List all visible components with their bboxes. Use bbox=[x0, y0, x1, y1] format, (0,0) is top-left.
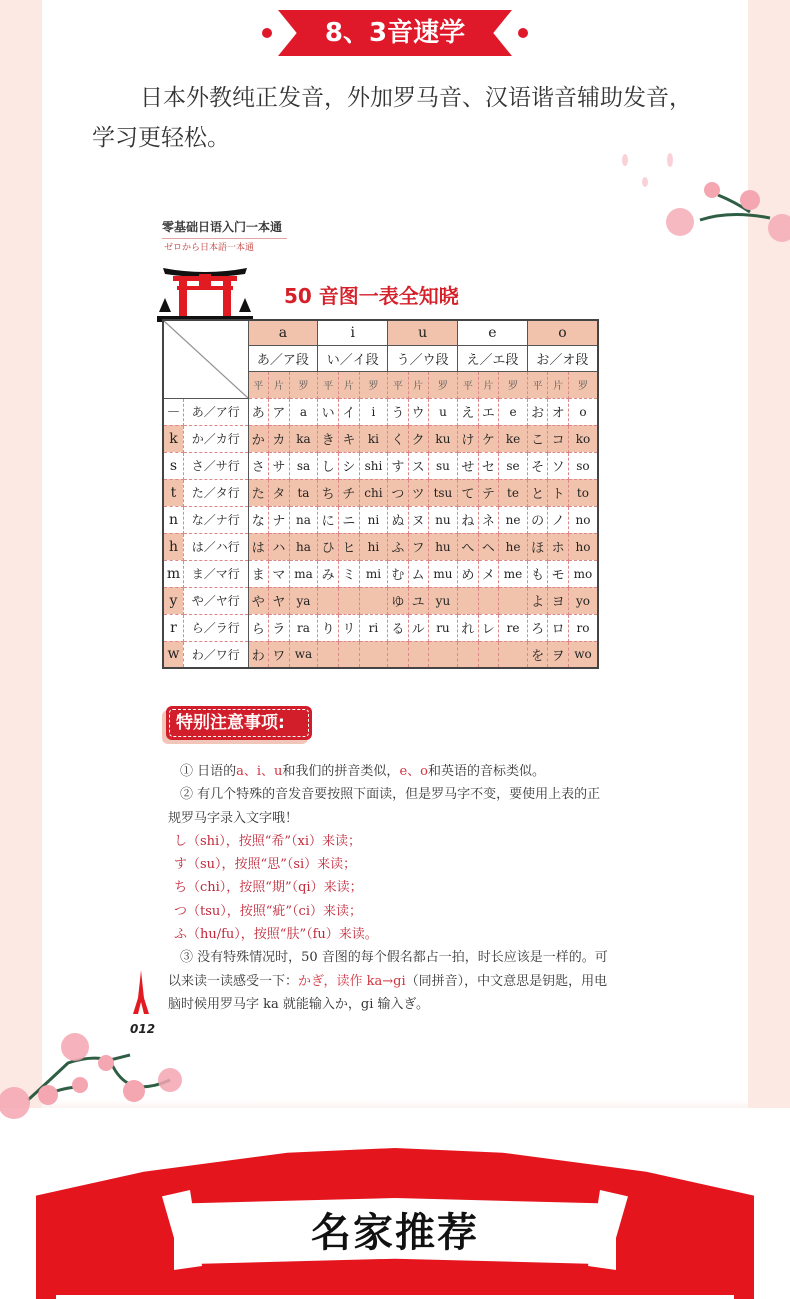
katakana-cell: ケ bbox=[478, 425, 499, 452]
hiragana-cell bbox=[388, 641, 408, 668]
vowel-a: a bbox=[248, 320, 318, 345]
katakana-cell: ヌ bbox=[408, 506, 428, 533]
consonant-label: h bbox=[163, 533, 183, 560]
romaji-cell: so bbox=[568, 452, 598, 479]
romaji-cell: re bbox=[499, 614, 528, 641]
row-name: は／ハ行 bbox=[183, 533, 248, 560]
romaji-cell: ku bbox=[428, 425, 457, 452]
kana-row bbox=[163, 506, 598, 533]
kana-row bbox=[163, 452, 598, 479]
romaji-cell bbox=[428, 641, 457, 668]
note-1-highlight-2: e、o bbox=[399, 764, 428, 779]
romaji-cell: sa bbox=[289, 452, 318, 479]
katakana-cell: ヘ bbox=[478, 533, 499, 560]
romaji-cell: hu bbox=[428, 533, 457, 560]
romaji-cell bbox=[359, 641, 388, 668]
sub-katakana: 片 bbox=[478, 371, 499, 398]
romaji-cell: no bbox=[568, 506, 598, 533]
romaji-cell: e bbox=[499, 398, 528, 425]
row-name: ら／ラ行 bbox=[183, 614, 248, 641]
consonant-label: n bbox=[163, 506, 183, 533]
romaji-cell: me bbox=[499, 560, 528, 587]
hiragana-cell bbox=[458, 641, 479, 668]
vowel-i: i bbox=[318, 320, 388, 345]
consonant-label: s bbox=[163, 452, 183, 479]
romaji-cell: yu bbox=[428, 587, 457, 614]
katakana-cell: エ bbox=[478, 398, 499, 425]
note-1 bbox=[168, 760, 608, 783]
vowel-o: o bbox=[527, 320, 598, 345]
kana-row bbox=[163, 641, 598, 668]
romaji-cell: wo bbox=[568, 641, 598, 668]
katakana-cell: ソ bbox=[548, 452, 569, 479]
hiragana-cell: せ bbox=[458, 452, 479, 479]
romaji-cell: se bbox=[499, 452, 528, 479]
consonant-label: k bbox=[163, 425, 183, 452]
romaji-cell: ni bbox=[359, 506, 388, 533]
romaji-cell: ri bbox=[359, 614, 388, 641]
note-3-highlight: かぎ，读作 ka→gi bbox=[298, 973, 406, 989]
kana-row bbox=[163, 479, 598, 506]
hiragana-cell: し bbox=[318, 452, 339, 479]
dan-i: い／イ段 bbox=[318, 345, 388, 371]
sub-hiragana: 平 bbox=[248, 371, 269, 398]
hiragana-cell: も bbox=[527, 560, 548, 587]
sub-katakana: 片 bbox=[548, 371, 569, 398]
katakana-cell: コ bbox=[548, 425, 569, 452]
consonant-label: m bbox=[163, 560, 183, 587]
romaji-cell bbox=[499, 641, 528, 668]
romaji-cell: ka bbox=[289, 425, 318, 452]
hiragana-cell: よ bbox=[527, 587, 548, 614]
hiragana-cell: あ bbox=[248, 398, 269, 425]
special-1: し（shi），按照“希”（xi）来读； bbox=[174, 833, 361, 849]
consonant-label: w bbox=[163, 641, 183, 668]
note-1-text-2: 和我们的拼音类似， bbox=[282, 764, 400, 779]
katakana-cell bbox=[478, 587, 499, 614]
katakana-cell: ム bbox=[408, 560, 428, 587]
kana-row bbox=[163, 533, 598, 560]
cherry-blossom-top-right-icon bbox=[600, 140, 790, 250]
vowel-e: e bbox=[458, 320, 528, 345]
romaji-cell: na bbox=[289, 506, 318, 533]
sub-hiragana: 平 bbox=[388, 371, 408, 398]
romaji-cell: tsu bbox=[428, 479, 457, 506]
book-title: 零基础日语入门一本通 bbox=[162, 218, 287, 239]
consonant-label: r bbox=[163, 614, 183, 641]
hiragana-cell: ち bbox=[318, 479, 339, 506]
note-3-text-2: （同拼音），中文意思是钥匙，用电脑时候用罗马字 ka 就能输入か，gi 输入ぎ。 bbox=[168, 973, 608, 1012]
note-3-text: ③ 没有特殊情况时，50 音图的每个假名都占一拍，时长应该是一样的。可以来读一读感受一下： bbox=[168, 950, 608, 989]
katakana-cell: マ bbox=[269, 560, 290, 587]
katakana-cell bbox=[408, 641, 428, 668]
sub-katakana: 片 bbox=[339, 371, 360, 398]
hiragana-cell: め bbox=[458, 560, 479, 587]
banner-dot-left bbox=[262, 28, 272, 38]
sub-hiragana: 平 bbox=[458, 371, 479, 398]
katakana-cell: ア bbox=[269, 398, 290, 425]
special-3: ち（chi），按照“期”（qi）来读； bbox=[174, 880, 363, 896]
romaji-cell: ha bbox=[289, 533, 318, 560]
katakana-cell: ヒ bbox=[339, 533, 360, 560]
katakana-cell: ロ bbox=[548, 614, 569, 641]
special-2: す（su），按照“思”（si）来读； bbox=[174, 857, 357, 873]
hiragana-cell: な bbox=[248, 506, 269, 533]
consonant-label: y bbox=[163, 587, 183, 614]
romaji-cell: ko bbox=[568, 425, 598, 452]
katakana-cell: シ bbox=[339, 452, 360, 479]
tokyo-tower-icon bbox=[133, 970, 149, 1014]
hiragana-cell: さ bbox=[248, 452, 269, 479]
row-name: あ／ア行 bbox=[183, 398, 248, 425]
vowel-header-row bbox=[163, 320, 598, 345]
katakana-cell: サ bbox=[269, 452, 290, 479]
katakana-cell: オ bbox=[548, 398, 569, 425]
hiragana-cell: お bbox=[527, 398, 548, 425]
hiragana-cell bbox=[318, 587, 339, 614]
hiragana-cell: ま bbox=[248, 560, 269, 587]
romaji-cell: ki bbox=[359, 425, 388, 452]
sub-romaji: 罗 bbox=[359, 371, 388, 398]
romaji-cell: yo bbox=[568, 587, 598, 614]
katakana-cell: ヨ bbox=[548, 587, 569, 614]
romaji-cell: a bbox=[289, 398, 318, 425]
hiragana-cell: に bbox=[318, 506, 339, 533]
hiragana-cell: て bbox=[458, 479, 479, 506]
hiragana-cell: を bbox=[527, 641, 548, 668]
sub-hiragana: 平 bbox=[527, 371, 548, 398]
katakana-cell: カ bbox=[269, 425, 290, 452]
note-1-text: ① 日语的 bbox=[180, 764, 237, 779]
romaji-cell bbox=[499, 587, 528, 614]
katakana-cell: フ bbox=[408, 533, 428, 560]
notes-badge-label: 特别注意事项: bbox=[169, 709, 309, 737]
hiragana-cell: ね bbox=[458, 506, 479, 533]
hiragana-cell: た bbox=[248, 479, 269, 506]
katakana-cell: ナ bbox=[269, 506, 290, 533]
section-banner bbox=[260, 10, 530, 56]
dan-e: え／エ段 bbox=[458, 345, 528, 371]
katakana-cell: ミ bbox=[339, 560, 360, 587]
hiragana-cell: え bbox=[458, 398, 479, 425]
hiragana-cell: へ bbox=[458, 533, 479, 560]
dan-u: う／ウ段 bbox=[388, 345, 458, 371]
hiragana-cell: の bbox=[527, 506, 548, 533]
special-4: つ（tsu），按照“疵”（ci）来读； bbox=[174, 903, 362, 919]
katakana-cell: セ bbox=[478, 452, 499, 479]
katakana-cell: ラ bbox=[269, 614, 290, 641]
katakana-cell: タ bbox=[269, 479, 290, 506]
romaji-cell: ro bbox=[568, 614, 598, 641]
row-name: ま／マ行 bbox=[183, 560, 248, 587]
hiragana-cell: ぬ bbox=[388, 506, 408, 533]
sub-romaji: 罗 bbox=[428, 371, 457, 398]
book-subtitle: ゼロから日本語一本通 bbox=[164, 243, 255, 253]
hiragana-cell: こ bbox=[527, 425, 548, 452]
romaji-cell: hi bbox=[359, 533, 388, 560]
kana-row bbox=[163, 614, 598, 641]
katakana-cell: キ bbox=[339, 425, 360, 452]
romaji-cell: ke bbox=[499, 425, 528, 452]
katakana-cell: ノ bbox=[548, 506, 569, 533]
katakana-cell: ハ bbox=[269, 533, 290, 560]
katakana-cell: ツ bbox=[408, 479, 428, 506]
romaji-cell: mo bbox=[568, 560, 598, 587]
sub-katakana: 片 bbox=[269, 371, 290, 398]
romaji-cell: mu bbox=[428, 560, 457, 587]
row-name: や／ヤ行 bbox=[183, 587, 248, 614]
hiragana-cell: か bbox=[248, 425, 269, 452]
row-name: た／タ行 bbox=[183, 479, 248, 506]
katakana-cell bbox=[478, 641, 499, 668]
romaji-cell: to bbox=[568, 479, 598, 506]
vowel-u: u bbox=[388, 320, 458, 345]
hiragana-cell: ゆ bbox=[388, 587, 408, 614]
katakana-cell: ヲ bbox=[548, 641, 569, 668]
note-3 bbox=[168, 946, 608, 1016]
katakana-cell: リ bbox=[339, 614, 360, 641]
intro-paragraph: 日本外教纯正发音，外加罗马音、汉语谐音辅助发音，学习更轻松。 bbox=[92, 85, 692, 151]
katakana-cell: テ bbox=[478, 479, 499, 506]
katakana-cell: ル bbox=[408, 614, 428, 641]
sub-romaji: 罗 bbox=[568, 371, 598, 398]
romaji-cell: ho bbox=[568, 533, 598, 560]
hiragana-cell: れ bbox=[458, 614, 479, 641]
katakana-cell: レ bbox=[478, 614, 499, 641]
hiragana-cell: み bbox=[318, 560, 339, 587]
section-title: 名家推荐 bbox=[311, 1210, 479, 1256]
romaji-cell: o bbox=[568, 398, 598, 425]
special-5: ふ（hu/fu），按照“肤”（fu）来读。 bbox=[174, 927, 378, 943]
hiragana-cell: と bbox=[527, 479, 548, 506]
note-1-text-3: 和英语的音标类似。 bbox=[427, 764, 545, 779]
chart-title: 50 音图一表全知晓 bbox=[284, 284, 459, 308]
hiragana-cell: す bbox=[388, 452, 408, 479]
romaji-cell: nu bbox=[428, 506, 457, 533]
torii-gate-icon bbox=[155, 262, 255, 322]
hiragana-cell: ふ bbox=[388, 533, 408, 560]
romaji-cell: ra bbox=[289, 614, 318, 641]
kana-row bbox=[163, 587, 598, 614]
katakana-cell bbox=[339, 641, 360, 668]
hiragana-cell: く bbox=[388, 425, 408, 452]
katakana-cell: ヤ bbox=[269, 587, 290, 614]
hiragana-cell: り bbox=[318, 614, 339, 641]
hiragana-cell: む bbox=[388, 560, 408, 587]
romaji-cell: mi bbox=[359, 560, 388, 587]
sub-romaji: 罗 bbox=[289, 371, 318, 398]
katakana-cell: ネ bbox=[478, 506, 499, 533]
romaji-cell: i bbox=[359, 398, 388, 425]
romaji-cell: te bbox=[499, 479, 528, 506]
katakana-cell: ト bbox=[548, 479, 569, 506]
katakana-cell: ニ bbox=[339, 506, 360, 533]
table-corner bbox=[163, 320, 248, 398]
sub-katakana: 片 bbox=[408, 371, 428, 398]
notes-badge bbox=[166, 706, 312, 740]
sub-hiragana: 平 bbox=[318, 371, 339, 398]
dan-o: お／オ段 bbox=[527, 345, 598, 371]
hiragana-cell: き bbox=[318, 425, 339, 452]
romaji-cell: ru bbox=[428, 614, 457, 641]
kana-row bbox=[163, 398, 598, 425]
left-pink-border bbox=[0, 0, 42, 1108]
katakana-cell: ワ bbox=[269, 641, 290, 668]
note-2: ② 有几个特殊的音发音要按照下面读，但是罗马字不变，要使用上表的正规罗马字录入文字哦！ bbox=[168, 787, 601, 826]
row-name: さ／サ行 bbox=[183, 452, 248, 479]
katakana-cell bbox=[339, 587, 360, 614]
hiragana-cell: ほ bbox=[527, 533, 548, 560]
kana-row bbox=[163, 425, 598, 452]
romaji-cell: ma bbox=[289, 560, 318, 587]
page-number: 012 bbox=[130, 1022, 156, 1036]
hiragana-cell bbox=[318, 641, 339, 668]
hiragana-cell: や bbox=[248, 587, 269, 614]
katakana-cell: ホ bbox=[548, 533, 569, 560]
hiragana-cell: う bbox=[388, 398, 408, 425]
hiragana-cell: い bbox=[318, 398, 339, 425]
katakana-cell: モ bbox=[548, 560, 569, 587]
recommendation-content-top bbox=[56, 1295, 734, 1299]
romaji-cell: shi bbox=[359, 452, 388, 479]
katakana-cell: メ bbox=[478, 560, 499, 587]
note-1-highlight-1: a、i、u bbox=[236, 764, 283, 779]
dan-a: あ／ア段 bbox=[248, 345, 318, 371]
katakana-cell: イ bbox=[339, 398, 360, 425]
consonant-label: － bbox=[163, 398, 183, 425]
romaji-cell: su bbox=[428, 452, 457, 479]
row-name: わ／ワ行 bbox=[183, 641, 248, 668]
sub-romaji: 罗 bbox=[499, 371, 528, 398]
hiragana-cell: ひ bbox=[318, 533, 339, 560]
cherry-blossom-bottom-left-icon bbox=[0, 1025, 190, 1120]
banner-title: 8、3音速学 bbox=[324, 18, 466, 48]
katakana-cell: ス bbox=[408, 452, 428, 479]
romaji-cell: ya bbox=[289, 587, 318, 614]
romaji-cell: ta bbox=[289, 479, 318, 506]
banner-dot-right bbox=[518, 28, 528, 38]
consonant-label: t bbox=[163, 479, 183, 506]
hiragana-cell: わ bbox=[248, 641, 269, 668]
hiragana-cell: け bbox=[458, 425, 479, 452]
romaji-cell: chi bbox=[359, 479, 388, 506]
hiragana-cell: る bbox=[388, 614, 408, 641]
romaji-cell: ne bbox=[499, 506, 528, 533]
hiragana-cell: そ bbox=[527, 452, 548, 479]
katakana-cell: ユ bbox=[408, 587, 428, 614]
romaji-cell: he bbox=[499, 533, 528, 560]
katakana-cell: ウ bbox=[408, 398, 428, 425]
katakana-cell: ク bbox=[408, 425, 428, 452]
hiragana-cell: ら bbox=[248, 614, 269, 641]
romaji-cell bbox=[359, 587, 388, 614]
kana-table bbox=[162, 319, 599, 669]
romaji-cell: wa bbox=[289, 641, 318, 668]
row-name: か／カ行 bbox=[183, 425, 248, 452]
katakana-cell: チ bbox=[339, 479, 360, 506]
romaji-cell: u bbox=[428, 398, 457, 425]
hiragana-cell: つ bbox=[388, 479, 408, 506]
row-name: な／ナ行 bbox=[183, 506, 248, 533]
notes-body bbox=[168, 760, 608, 1016]
hiragana-cell bbox=[458, 587, 479, 614]
hiragana-cell: は bbox=[248, 533, 269, 560]
hiragana-cell: ろ bbox=[527, 614, 548, 641]
kana-table-body bbox=[163, 398, 598, 668]
kana-row bbox=[163, 560, 598, 587]
